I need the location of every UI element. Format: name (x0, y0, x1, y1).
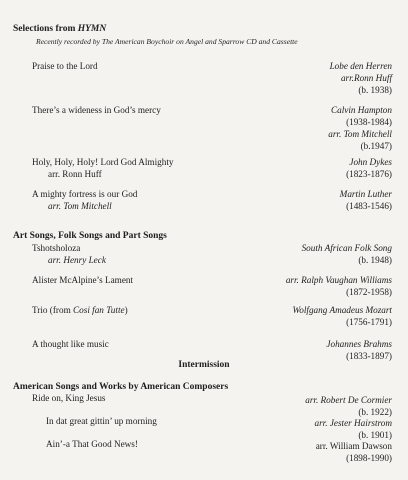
piece-composer: Lobe den Herren (329, 61, 392, 71)
piece-dates: (b. 1922) (358, 407, 392, 417)
piece-arranger-left: arr. Tom Mitchell (48, 201, 112, 211)
section-heading-hymn (13, 25, 106, 35)
piece-title-text: ) (124, 305, 128, 315)
piece-composer: John Dykes (349, 157, 392, 167)
piece-title: A thought like music (32, 339, 109, 349)
piece-arranger: arr. William Dawson (315, 441, 392, 451)
piece-title: Alister McAlpine’s Lament (32, 275, 134, 285)
piece-dates: (1823-1876) (346, 169, 392, 179)
piece-title: Holy, Holy, Holy! Lord God Almighty (32, 157, 174, 167)
piece-arranger-left: arr. Henry Leck (48, 255, 106, 265)
piece-dates: (1833-1897) (346, 351, 392, 361)
section-heading-american: American Songs and Works by American Composers (13, 382, 229, 392)
piece-title: There’s a wideness in God’s mercy (32, 105, 161, 115)
piece-dates: (1938-1984) (346, 117, 392, 127)
piece-dates: (b. 1901) (358, 430, 392, 440)
piece-title-text: Trio (from (32, 305, 74, 315)
section-subtitle: Recently recorded by The American Boychoir on Angel and Sparrow CD and Cassette (36, 37, 298, 46)
piece-composer: South African Folk Song (301, 243, 392, 253)
section-heading-text: Selections from (13, 24, 78, 34)
piece-dates: (b. 1938) (358, 85, 392, 95)
piece-title: Praise to the Lord (32, 61, 98, 71)
piece-arranger-left: arr. Ronn Huff (48, 169, 102, 179)
piece-title: Ride on, King Jesus (32, 393, 106, 403)
piece-dates: (b.1947) (360, 141, 392, 151)
piece-composer: Johannes Brahms (326, 339, 392, 349)
intermission-label: Intermission (178, 360, 230, 370)
piece-composer: Wolfgang Amadeus Mozart (292, 305, 392, 315)
piece-title (32, 306, 128, 315)
piece-dates: (b. 1948) (358, 255, 392, 265)
piece-arranger: arr. Jester Hairstrom (314, 418, 392, 428)
piece-dates: (1898-1990) (346, 453, 392, 463)
piece-composer: Calvin Hampton (331, 105, 392, 115)
piece-dates: (1872-1958) (346, 287, 392, 297)
section-heading-art-songs: Art Songs, Folk Songs and Part Songs (13, 231, 167, 241)
piece-dates: (1756-1791) (346, 317, 392, 327)
piece-title: A mighty fortress is our God (32, 189, 138, 199)
piece-dates: (1483-1546) (346, 201, 392, 211)
piece-title-italic: Cosi fan Tutte (73, 305, 125, 315)
piece-composer: arr. Ralph Vaughan Williams (285, 275, 392, 285)
piece-arranger: arr. Robert De Cormier (305, 395, 392, 405)
piece-title: Ain’-a That Good News! (46, 439, 138, 449)
section-heading-italic: HYMN (77, 24, 107, 34)
piece-arranger: arr. Tom Mitchell (328, 129, 392, 139)
piece-title: Tshotsholoza (32, 243, 81, 253)
piece-title: In dat great gittin’ up morning (46, 416, 157, 426)
piece-arranger: arr.Ronn Huff (340, 73, 392, 83)
piece-composer: Martin Luther (339, 189, 392, 199)
